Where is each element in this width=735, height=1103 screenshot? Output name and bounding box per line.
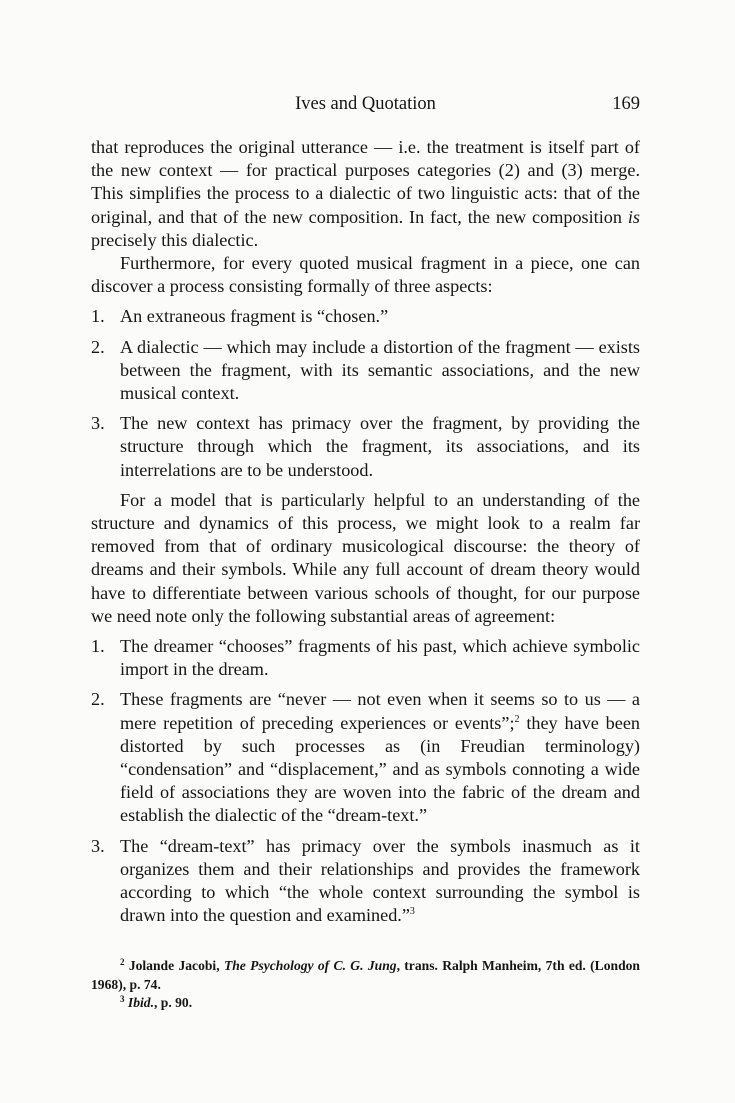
footnote-text: , p. 90. (153, 995, 193, 1010)
list-item (91, 635, 640, 681)
aspects-list (91, 305, 640, 481)
footnote-marker: 3 (120, 994, 125, 1004)
list-item-text: The dreamer “chooses” fragments of his past, which achieve symbolic import in the dream. (120, 636, 640, 680)
paragraph-continuation (91, 136, 640, 252)
list-number: 2. (91, 689, 105, 710)
agreement-list (91, 635, 640, 927)
list-number: 3. (91, 413, 105, 434)
list-item-text: they have been distorted by such processes as (in Freudian terminology) “condensation” and “displacement,” and as symbols connoting a wide field of associations they are woven into the fabric of the dream and establish the dialectic of the “dream-text.” (120, 712, 640, 826)
list-item (91, 305, 640, 328)
footnote-marker: 2 (120, 957, 125, 967)
ibid-text: Ibid. (127, 995, 154, 1010)
running-head (91, 94, 640, 118)
book-title: The Psychology of C. G. Jung (223, 958, 397, 973)
paragraph-three-aspects: Furthermore, for every quoted musical fragment in a piece, one can discover a process consisting formally of three aspects: (91, 253, 640, 297)
emphasis-text: is (627, 206, 640, 227)
list-item (91, 835, 640, 928)
list-number: 3. (91, 835, 105, 856)
list-item-text: A dialectic — which may include a distortion of the fragment — exists between the fragment, with its semantic associations, and the new musical context. (120, 336, 640, 404)
list-item-text: These fragments are “never — not even when it seems so to us — a mere repetition of preceding experiences or events”; (120, 689, 640, 733)
list-item-text: The “dream-text” has primacy over the symbols inasmuch as it organizes them and their relationships and provides the framework according to which “the whole context surrounding the symbol is drawn into the question and examined.” (120, 835, 640, 926)
footnote-reference[interactable]: 2 (514, 713, 520, 725)
running-title: Ives and Quotation (295, 94, 436, 114)
list-item-text: The new context has primacy over the fragment, by providing the structure through which the fragment, its associations, and its interrelations are to be understood. (120, 413, 640, 480)
list-item-text: An extraneous fragment is “chosen.” (120, 306, 389, 327)
body-text (91, 136, 640, 928)
list-item (91, 336, 640, 406)
footnote (91, 957, 640, 994)
footnotes (91, 957, 640, 1013)
list-number: 1. (91, 306, 105, 327)
footnote (91, 994, 640, 1013)
page-number: 169 (612, 94, 640, 114)
paragraph-text: that reproduces the original utterance — i.e. the treatment is itself part of the new context — for practical purposes categories (2) and (3) merge. This simplifies the process to a dialectic of two linguistic acts: that of the original, and that of the new composition. In fact, the new composition (91, 137, 640, 227)
list-number: 2. (91, 336, 105, 357)
footnote-text: Jolande Jacobi, (124, 958, 224, 973)
paragraph-dream-theory: For a model that is particularly helpful to an understanding of the structure and dynamics of this process, we might look to a realm far removed from that of ordinary musicological discourse: the theory of dreams and their symbols. While any full account of dream theory would have to differentiate between various schools of thought, for our purpose we need note only the following substantial areas of agreement: (91, 489, 640, 626)
list-item (91, 688, 640, 827)
paragraph-text: precisely this dialectic. (91, 229, 259, 250)
footnote-text: , trans. Ralph Manheim, 7th ed. (London 1968), p. 74. (91, 958, 640, 992)
list-number: 1. (91, 636, 105, 657)
list-item (91, 412, 640, 482)
footnote-reference[interactable]: 3 (409, 906, 415, 918)
